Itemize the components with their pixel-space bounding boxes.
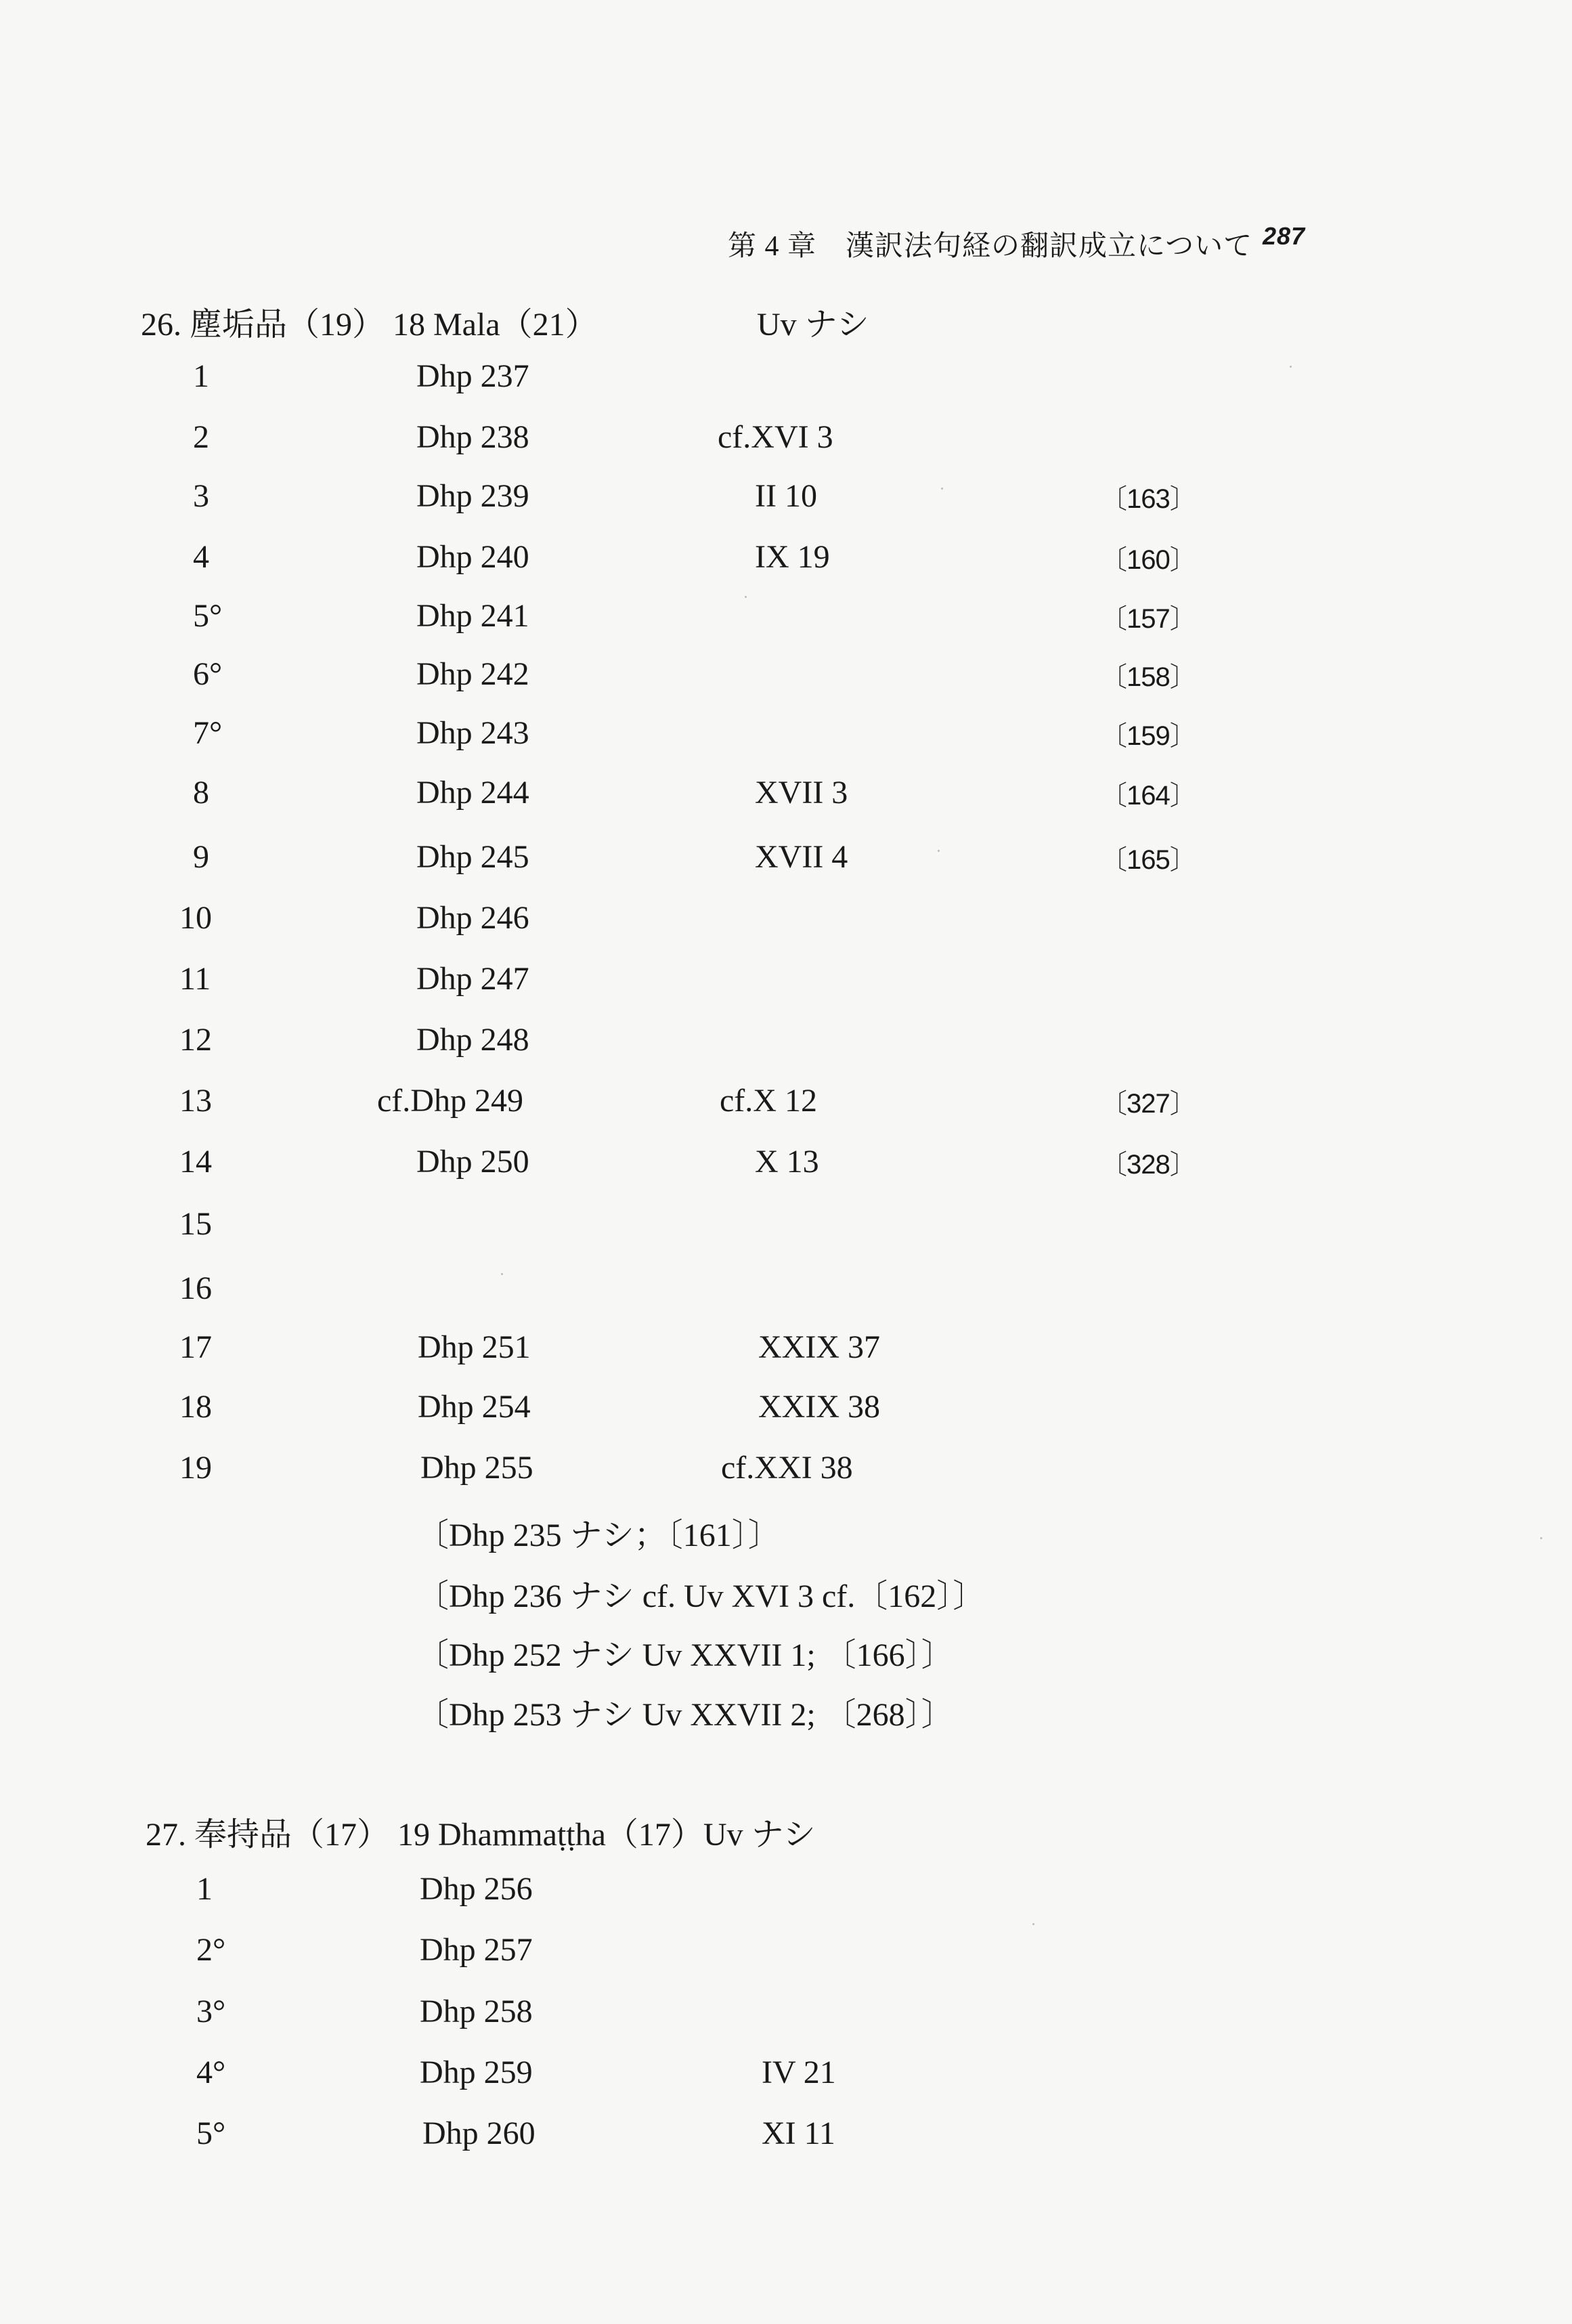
page-number: 287 [1263,222,1306,250]
dhp-reference: Dhp 255 [420,1450,533,1486]
verse-number: 17 [179,1329,212,1365]
dhp-reference: Dhp 238 [416,419,529,455]
missing-verse-note: 〔Dhp 252 ナシ Uv XXVII 1; 〔166〕〕 [416,1637,954,1673]
missing-verse-note: 〔Dhp 253 ナシ Uv XXVII 2; 〔268〕〕 [416,1697,954,1733]
scan-speck [1032,1923,1034,1925]
verse-number: 1 [196,1871,213,1907]
chapter-title: 第 4 章 漢訳法句経の翻訳成立について [728,231,1253,262]
verse-number: 8 [193,775,209,811]
running-head [728,222,1306,264]
bracket-reference: 〔159〕 [1100,721,1196,751]
section-27-heading: 27. 奉持品（17） 19 Dhammaṭṭha（17）Uv ナシ [146,1817,816,1853]
verse-number: 12 [179,1022,212,1058]
dhp-reference: Dhp 256 [420,1871,533,1907]
dhp-reference: Dhp 242 [416,656,529,692]
uv-reference: IV 21 [762,2054,836,2090]
section-27-title [146,1808,816,1855]
uv-reference: XXIX 37 [758,1329,880,1365]
dhp-reference: Dhp 244 [416,775,529,811]
dhp-reference: Dhp 250 [416,1144,529,1180]
verse-number: 2° [196,1932,226,1968]
uv-reference: II 10 [755,478,817,514]
dhp-reference: cf.Dhp 249 [377,1083,523,1119]
section-26-heading: 26. 塵垢品（19） 18 Mala（21） [141,307,598,343]
dhp-reference: Dhp 248 [416,1022,529,1058]
uv-reference: XXIX 38 [758,1389,880,1425]
verse-number: 5° [196,2115,226,2151]
bracket-reference: 〔327〕 [1100,1089,1196,1119]
dhp-reference: Dhp 237 [416,358,529,394]
bracket-reference: 〔158〕 [1100,662,1196,692]
uv-reference: XI 11 [762,2115,835,2151]
verse-number: 14 [179,1144,212,1180]
verse-number: 18 [179,1389,212,1425]
scan-speck [941,488,943,490]
verse-number: 2 [193,419,209,455]
bracket-reference: 〔164〕 [1100,781,1196,811]
verse-number: 4° [196,2054,226,2090]
verse-number: 10 [179,900,212,936]
dhp-reference: Dhp 258 [420,1994,533,2029]
uv-reference: X 13 [755,1144,819,1180]
bracket-reference: 〔157〕 [1100,604,1196,634]
verse-number: 11 [179,961,211,997]
bracket-reference: 〔328〕 [1100,1150,1196,1180]
dhp-reference: Dhp 240 [416,539,529,575]
verse-number: 13 [179,1083,212,1119]
verse-number: 19 [179,1450,212,1486]
uv-reference: IX 19 [755,539,830,575]
scan-speck [1540,1537,1542,1539]
verse-number: 1 [193,358,209,394]
verse-number: 15 [179,1206,212,1242]
verse-number: 5° [193,598,223,634]
missing-verse-note: 〔Dhp 236 ナシ cf. Uv XVI 3 cf.〔162〕〕 [416,1578,986,1614]
verse-number: 4 [193,539,209,575]
dhp-reference: Dhp 243 [416,715,529,751]
scan-speck [938,850,940,852]
dhp-reference: Dhp 259 [420,2054,533,2090]
section-26-title [141,298,869,345]
dhp-reference: Dhp 245 [416,839,529,875]
uv-reference: XVII 4 [755,839,848,875]
uv-reference: XVII 3 [755,775,848,811]
dhp-reference: Dhp 251 [418,1329,531,1365]
uv-reference: cf.XVI 3 [718,419,833,455]
verse-number: 16 [179,1270,212,1306]
scan-speck [501,1273,503,1275]
uv-reference: cf.XXI 38 [721,1450,853,1486]
bracket-reference: 〔163〕 [1100,484,1196,514]
dhp-reference: Dhp 254 [418,1389,531,1425]
dhp-reference: Dhp 260 [422,2115,536,2151]
verse-number: 9 [193,839,209,875]
uv-reference: cf.X 12 [720,1083,817,1119]
verse-number: 3° [196,1994,226,2029]
dhp-reference: Dhp 241 [416,598,529,634]
missing-verse-note: 〔Dhp 235 ナシ；〔161〕〕 [416,1518,781,1553]
scan-speck [1290,366,1292,368]
dhp-reference: Dhp 246 [416,900,529,936]
scan-speck [745,596,747,598]
bracket-reference: 〔165〕 [1100,845,1196,875]
bracket-reference: 〔160〕 [1100,545,1196,575]
dhp-reference: Dhp 257 [420,1932,533,1968]
verse-number: 3 [193,478,209,514]
dhp-reference: Dhp 239 [416,478,529,514]
dhp-reference: Dhp 247 [416,961,529,997]
verse-number: 6° [193,656,223,692]
section-26-uv-note: Uv ナシ [757,307,869,343]
verse-number: 7° [193,715,223,751]
